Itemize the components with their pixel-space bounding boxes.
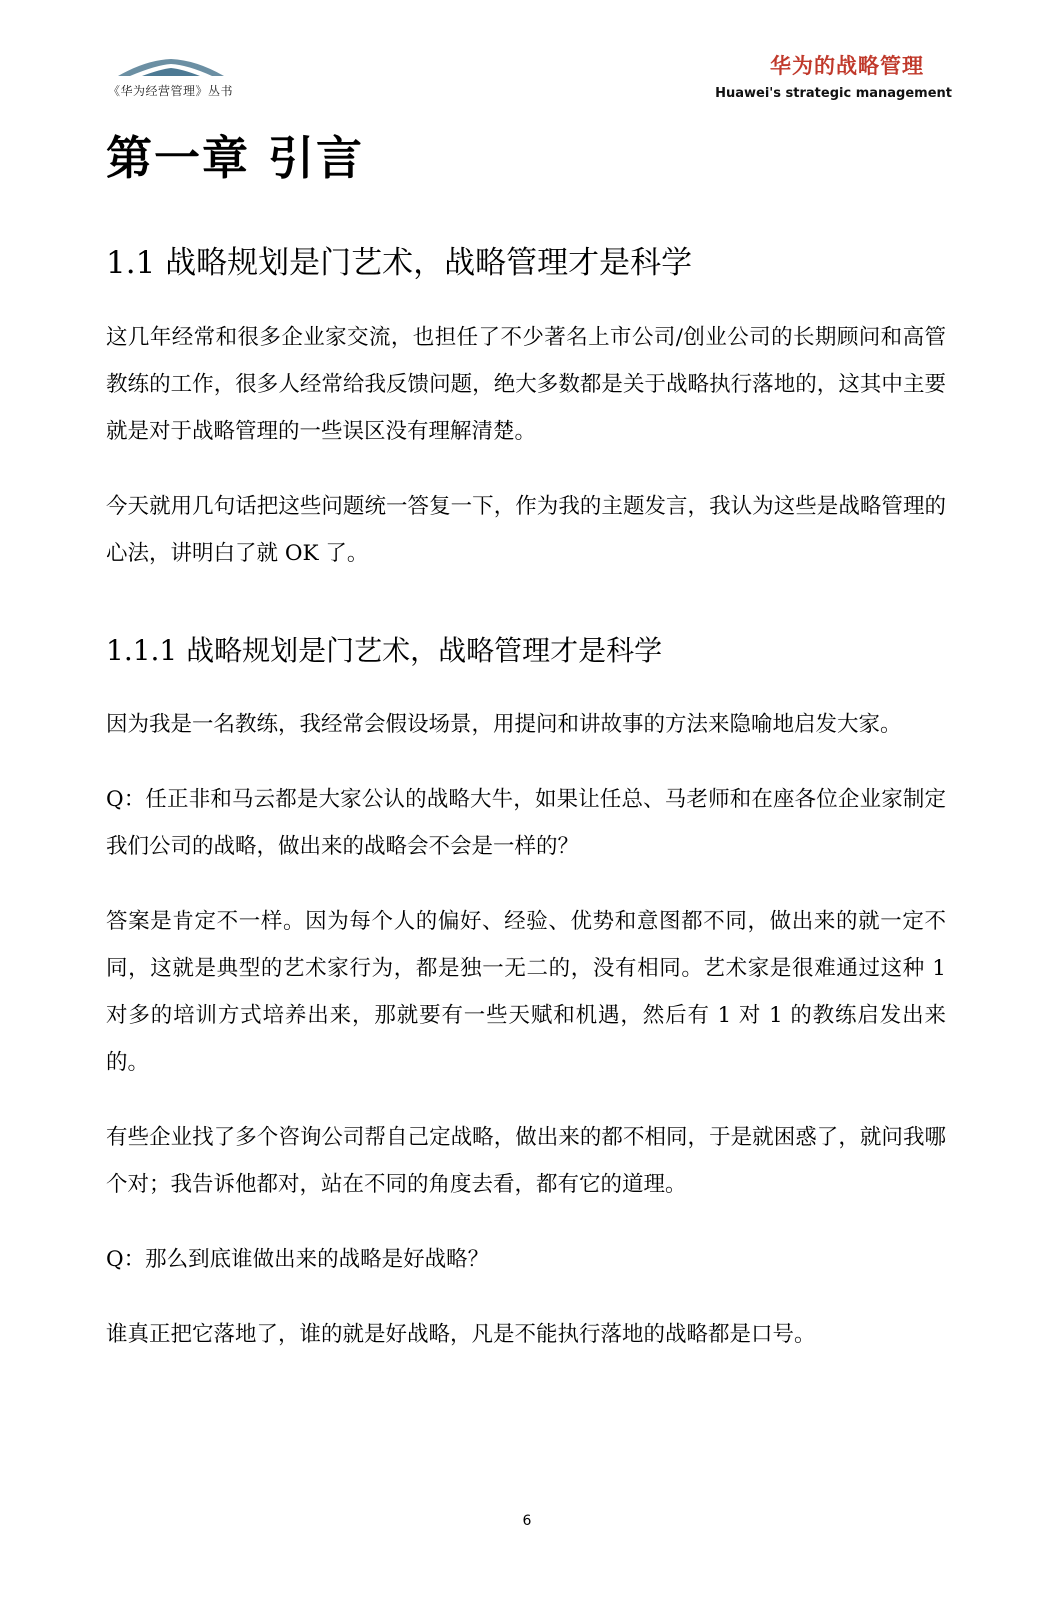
- section-title: 1.1 战略规划是门艺术，战略管理才是科学: [106, 245, 693, 281]
- paragraph: 这几年经常和很多企业家交流，也担任了不少著名上市公司/创业公司的长期顾问和高管教练的工作，很多人经常给我反馈问题，绝大多数都是关于战略执行落地的，这其中主要就是对于战略管理的一些误区没有理解清楚。: [106, 325, 946, 444]
- mountain-logo-icon: [116, 56, 226, 78]
- series-label: 《华为经营管理》丛书: [108, 84, 234, 98]
- brand-title-cn: 华为的战略管理: [770, 54, 924, 78]
- paragraph: 因为我是一名教练，我经常会假设场景，用提问和讲故事的方法来隐喻地启发大家。: [106, 712, 902, 737]
- subsection-title: 1.1.1 战略规划是门艺术，战略管理才是科学: [106, 634, 663, 667]
- header-right: [715, 50, 952, 101]
- brand-title-en: Huawei's strategic management: [715, 86, 952, 101]
- question-paragraph: Q：任正非和马云都是大家公认的战略大牛，如果让任总、马老师和在座各位企业家制定我们公司的战略，做出来的战略会不会是一样的？: [106, 787, 946, 859]
- paragraph: 有些企业找了多个咨询公司帮自己定战略，做出来的都不相同，于是就困惑了，就问我哪个对；我告诉他都对，站在不同的角度去看，都有它的道理。: [106, 1125, 946, 1197]
- page-number: 6: [522, 1513, 532, 1529]
- page-content: [106, 128, 946, 1358]
- paragraph: 答案是肯定不一样。因为每个人的偏好、经验、优势和意图都不同，做出来的就一定不同，这就是典型的艺术家行为，都是独一无二的，没有相同。艺术家是很难通过这种 1 对多的培训方式培养出来，那就要有一些天赋和机遇，然后有 1 对 1 的教练启发出来的。: [106, 909, 946, 1075]
- paragraph: 今天就用几句话把这些问题统一答复一下，作为我的主题发言，我认为这些是战略管理的心法，讲明白了就 OK 了。: [106, 494, 946, 566]
- question-paragraph: Q：那么到底谁做出来的战略是好战略？: [106, 1247, 490, 1272]
- paragraph: 谁真正把它落地了，谁的就是好战略，凡是不能执行落地的战略都是口号。: [106, 1322, 816, 1347]
- header-left: [108, 56, 268, 98]
- chapter-title: 第一章 引言: [106, 131, 365, 185]
